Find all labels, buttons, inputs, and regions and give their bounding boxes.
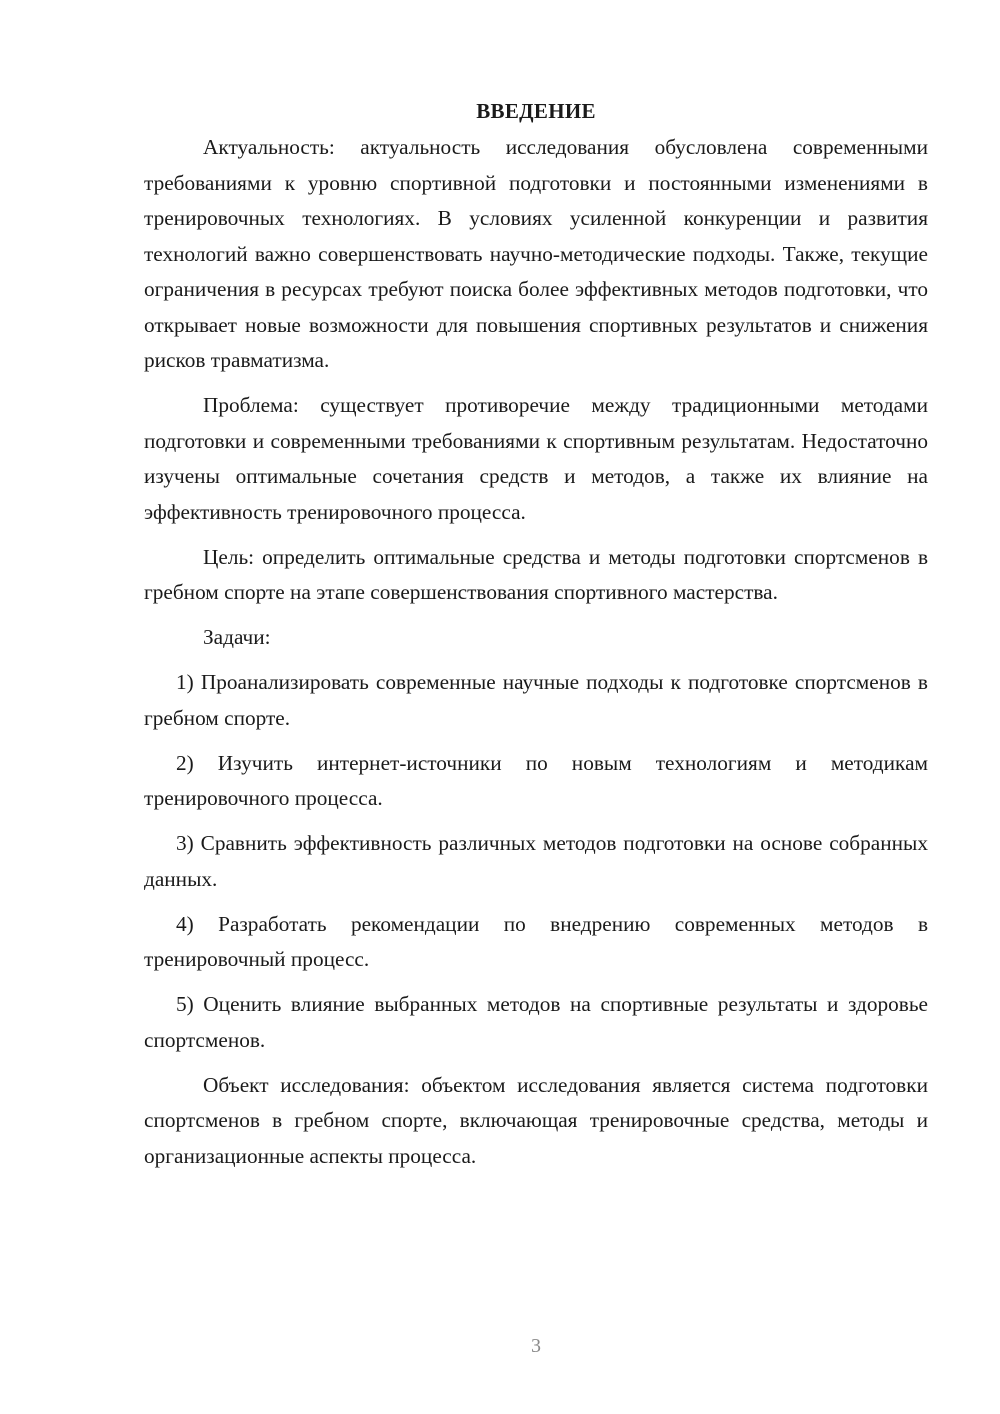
page-number: 3 [531,1335,541,1357]
page-content [144,96,928,1184]
goal-paragraph: Цель: определить оптимальные средства и методы подготовки спортсменов в гребном спорте на этапе совершенствования спортивного мастерства. [144,544,928,604]
task-item-1: 1) Проанализировать современные научные подходы к подготовке спортсменов в гребном спорте. [144,670,928,730]
problem-paragraph: Проблема: существует противоречие между традиционными методами подготовки и современными требованиями к спортивным результатам. Недостаточно изучены оптимальные сочетания средств и методов, а также их влияние на эффективность тренировочного процесса. [144,393,928,524]
task-item-5: 5) Оценить влияние выбранных методов на спортивные результаты и здоровье спортсменов. [144,992,928,1052]
task-item-4: 4) Разработать рекомендации по внедрению современных методов в тренировочный процесс. [144,911,928,971]
task-item-3: 3) Сравнить эффективность различных методов подготовки на основе собранных данных. [144,831,928,891]
relevance-paragraph: Актуальность: актуальность исследования обусловлена современными требованиями к уровню спортивной подготовки и постоянными изменениями в тренировочных технологиях. В условиях усиленной конкуренции и развития технологий важно совершенствовать научно-методические подходы. Также, текущие ограничения в ресурсах требуют поиска более эффективных методов подготовки, что открывает новые возможности для повышения спортивных результатов и снижения рисков травматизма. [144,135,928,372]
tasks-label: Задачи: [203,625,271,649]
task-item-2: 2) Изучить интернет-источники по новым технологиям и методикам тренировочного процесса. [144,750,928,810]
object-paragraph: Объект исследования: объектом исследования является система подготовки спортсменов в гребном спорте, включающая тренировочные средства, методы и организационные аспекты процесса. [144,1072,928,1168]
section-heading: ВВЕДЕНИЕ [476,99,596,123]
